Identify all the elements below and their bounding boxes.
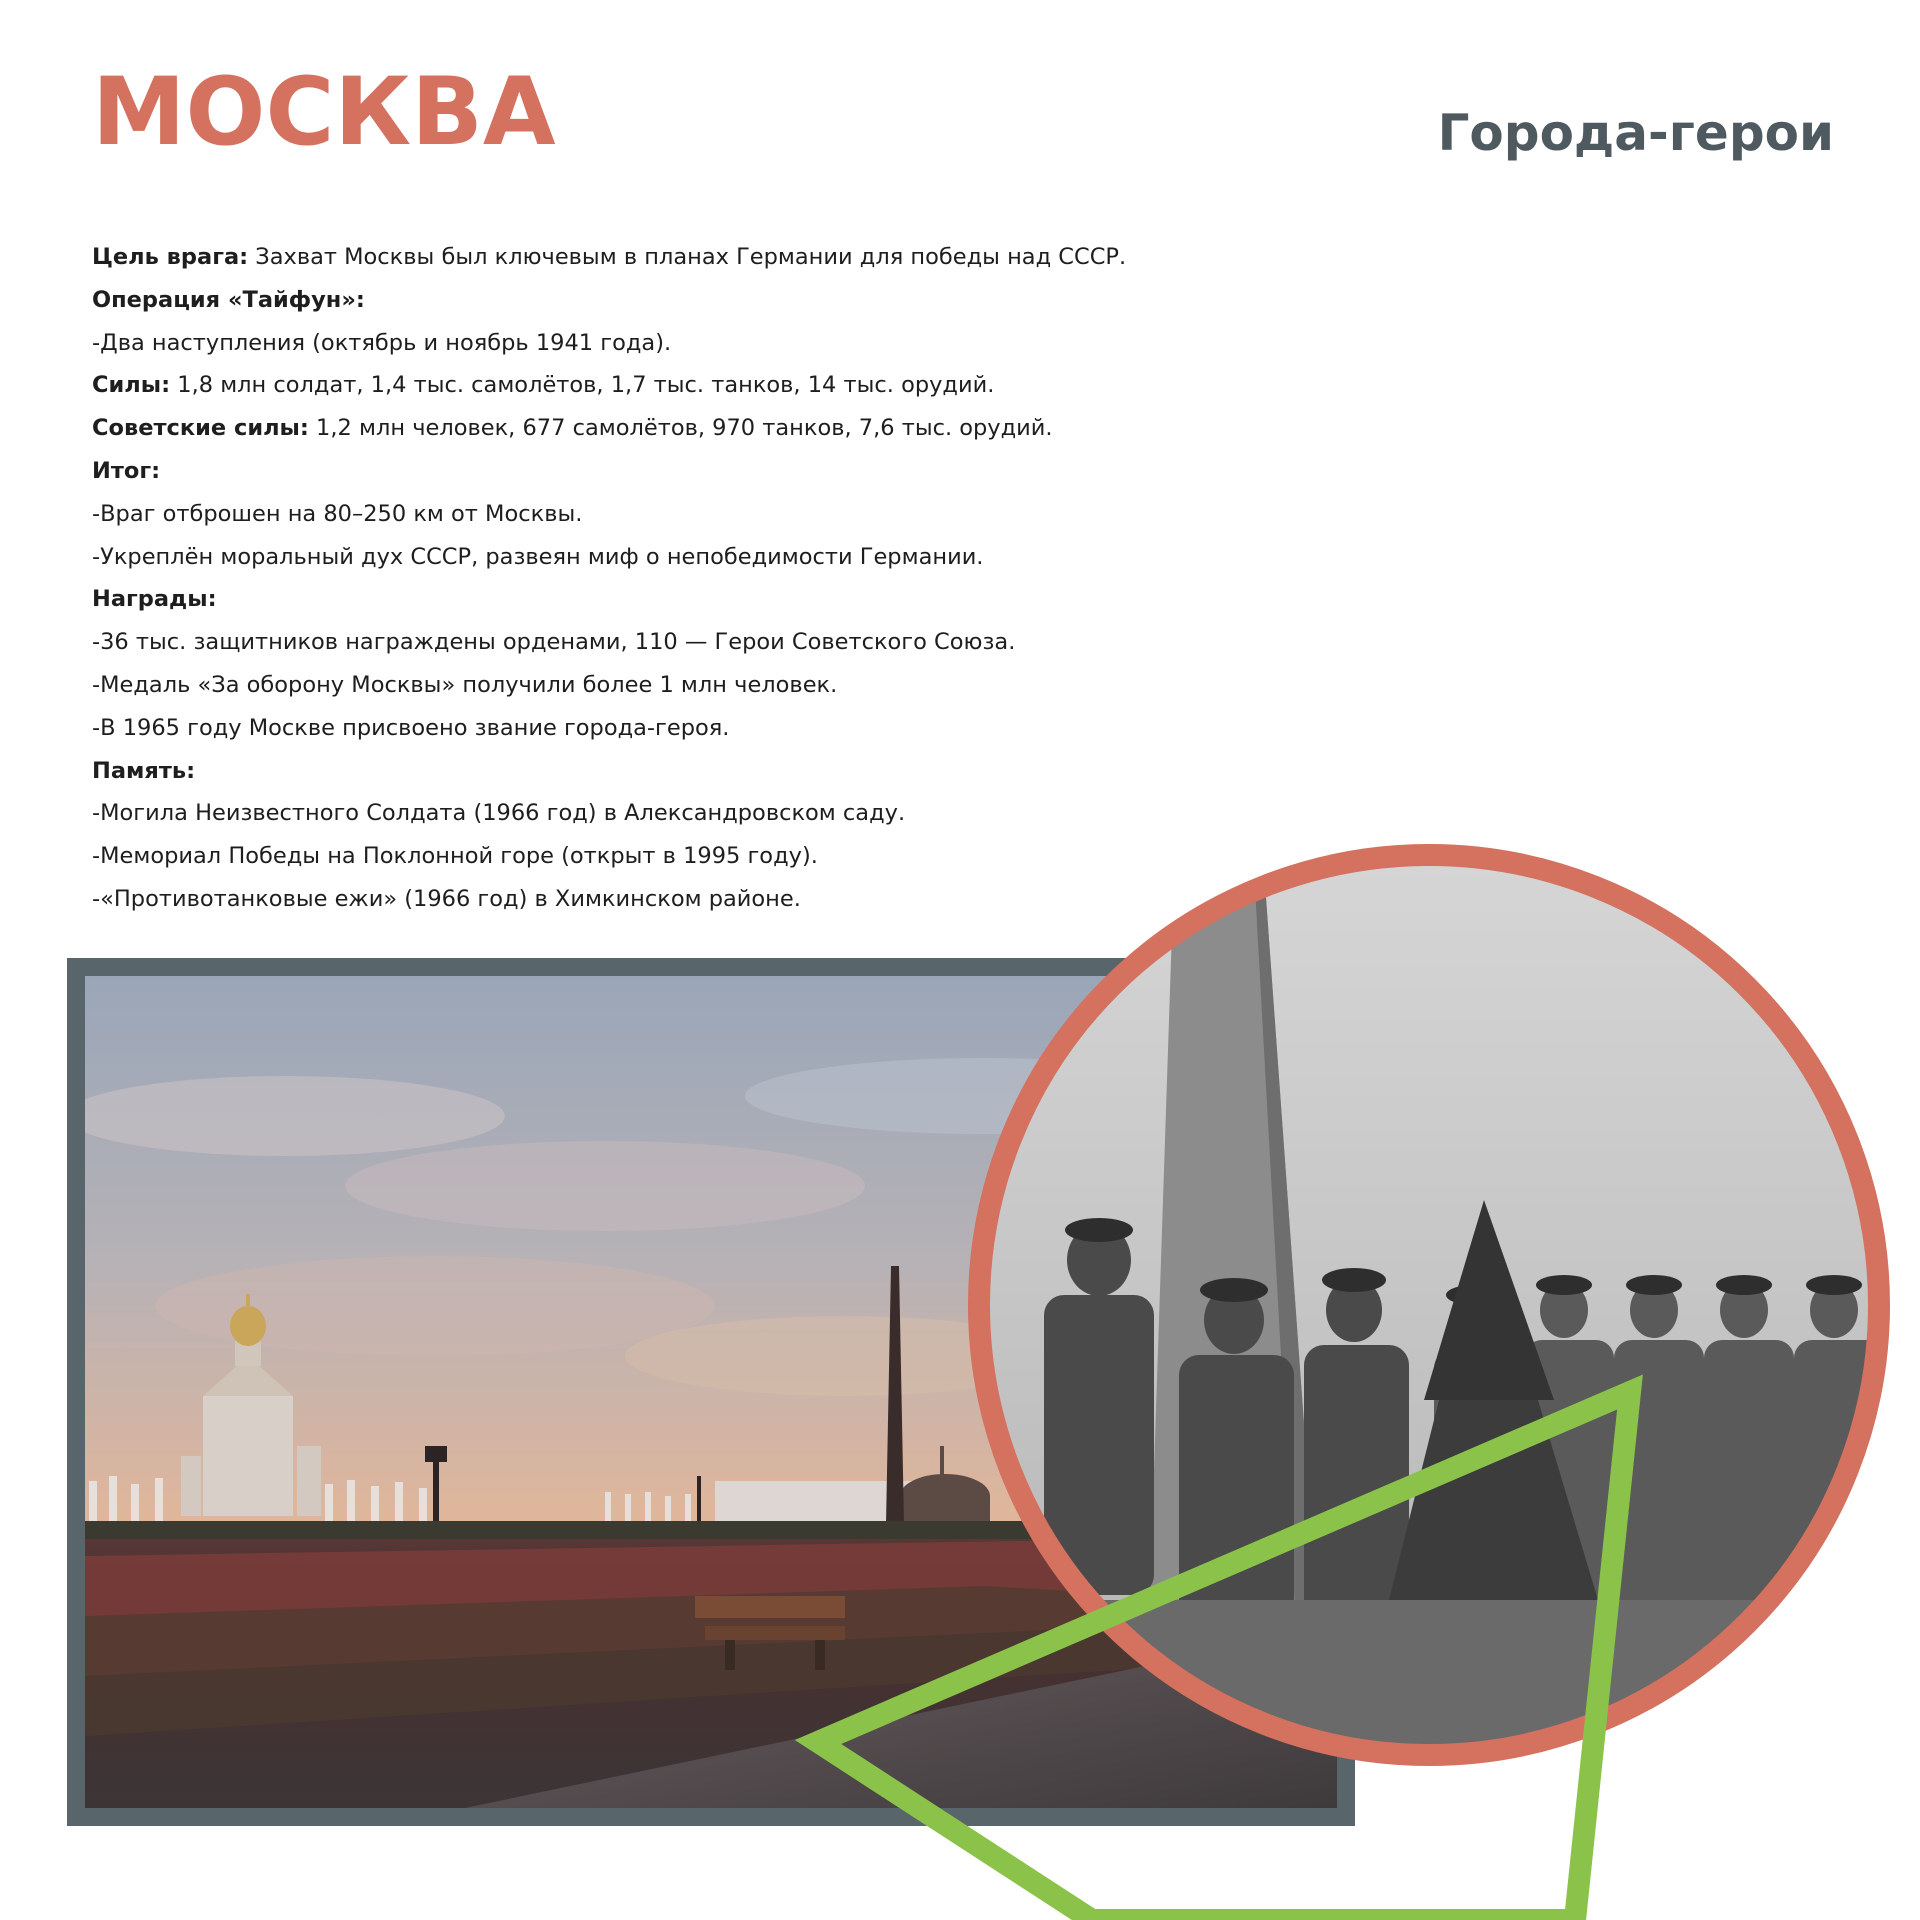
fact-text: -Два наступления (октябрь и ноябрь 1941 года). [92,329,672,356]
page-subtitle: Города-герои [1437,104,1834,162]
fact-label: Память: [92,757,196,784]
fact-label: Советские силы: [92,415,309,442]
fact-label: Итог: [92,457,161,484]
page-title: МОСКВА [92,58,556,167]
fact-text: -В 1965 году Москве присвоено звание города-героя. [92,714,730,741]
fact-text: -36 тыс. защитников награждены орденами, 110 — Герои Советского Союза. [92,629,1016,656]
fact-label: Награды: [92,586,217,613]
fact-line [92,664,1372,707]
fact-label: Цель врага: [92,244,249,270]
fact-text: 1,2 млн человек, 677 самолётов, 970 танков, 7,6 тыс. орудий. [308,415,1053,442]
fact-line [92,364,1372,407]
fact-line [92,236,1372,279]
fact-line [92,407,1372,450]
fact-label: Силы: [92,372,171,399]
facts-block [92,236,1372,921]
fact-text: -Могила Неизвестного Солдата (1966 год) в Александровском саду. [92,800,906,827]
fact-text: -Медаль «За оборону Москвы» получили более 1 млн человек. [92,671,838,698]
fact-line [92,279,1372,322]
fact-line [92,750,1372,793]
fact-text: -Мемориал Победы на Поклонной горе (открыт в 1995 году). [92,843,818,870]
fact-text: -«Противотанковые ежи» (1966 год) в Химкинском районе. [92,885,801,912]
fact-label: Операция «Тайфун»: [92,286,365,313]
fact-line [92,493,1372,536]
fact-line [92,450,1372,493]
fact-line [92,792,1372,835]
fact-text: Захват Москвы был ключевым в планах Германии для победы над СССР. [248,244,1127,270]
fact-text: -Укреплён моральный дух СССР, развеян миф о непобедимости Германии. [92,543,984,570]
fact-text: 1,8 млн солдат, 1,4 тыс. самолётов, 1,7 тыс. танков, 14 тыс. орудий. [170,372,995,399]
fact-line [92,536,1372,579]
fact-line [92,322,1372,365]
fact-line [92,578,1372,621]
fact-line [92,707,1372,750]
veterans-circle-photo [964,840,1894,1770]
fact-line [92,621,1372,664]
fact-text: -Враг отброшен на 80–250 км от Москвы. [92,500,583,527]
